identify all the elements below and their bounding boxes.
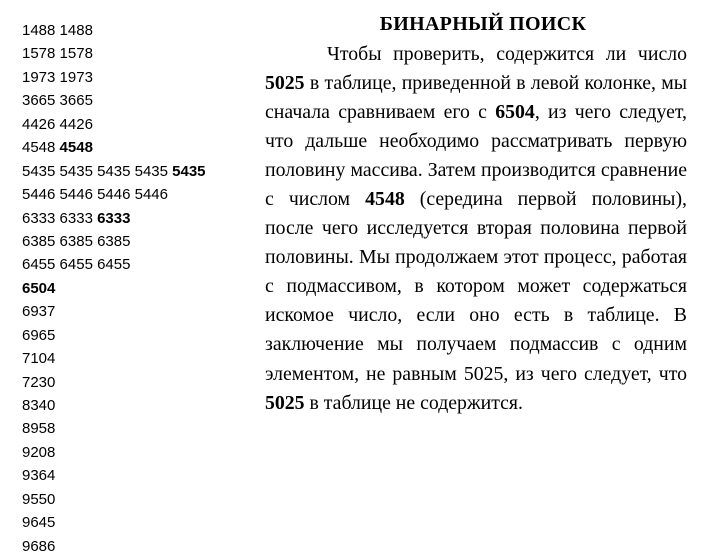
paragraph-text: Чтобы проверить, содержится ли число [327,43,687,65]
table-row [22,324,252,347]
highlighted-number: 4548 [365,188,405,211]
paragraph-text: в таблице, приведенной в левой колонке, мы сначала сравниваем его с [265,72,687,124]
number-text: 6385 6385 6385 [22,232,131,250]
table-row [22,511,252,534]
number-text: 4548 [22,139,60,157]
number-text: 4426 4426 [22,115,93,133]
table-row [22,371,252,394]
table-row [22,160,252,183]
highlighted-number: 4548 [59,139,93,157]
table-row [22,347,252,370]
number-text: 9645 [22,514,56,532]
table-row [22,535,252,558]
number-text: 9550 [22,490,56,508]
number-text: 3665 3665 [22,92,93,110]
paragraph-text: , из чего следует, что дальше необходимо рассматривать первую половину массива. Затем производится сравнение с числом [265,101,687,211]
description-block [265,10,687,418]
table-row [22,89,252,112]
number-text: 5435 5435 5435 5435 [22,162,173,180]
table-row [22,183,252,206]
table-row [22,394,252,417]
table-row [22,488,252,511]
table-row [22,113,252,136]
paragraph-text: (середина первой половины), после чего исследуется вторая половина первой половины. Мы продолжаем этот процесс, работая с подмассивом, в котором может содержаться искомое число, если оно есть в таблице. В заключение мы получаем подмассив с одним элементом, не равным 5025, из чего следует, что [265,188,688,385]
number-text: 7230 [22,373,56,391]
number-text: 7104 [22,350,56,368]
table-row [22,42,252,65]
number-text: 6965 [22,326,56,344]
number-text: 6455 6455 6455 [22,256,131,274]
number-table [22,19,252,558]
highlighted-number: 5025 [265,72,305,95]
table-row [22,136,252,159]
number-text: 9364 [22,467,56,485]
table-row [22,207,252,230]
page-title: БИНАРНЫЙ ПОИСК [379,13,587,35]
number-text: 1973 1973 [22,68,93,86]
highlighted-number: 6504 [22,279,56,297]
number-text: 9208 [22,443,56,461]
table-row [22,230,252,253]
number-text: 8340 [22,397,56,414]
description-paragraph [265,40,687,418]
number-text: 1578 1578 [22,45,93,63]
number-text: 6333 6333 [22,209,98,227]
table-row [22,417,252,440]
table-row [22,19,252,42]
number-text: 6937 [22,303,56,321]
table-row [22,253,252,276]
number-text: 1488 1488 [22,22,93,39]
highlighted-number: 5435 [172,162,206,180]
table-row [22,277,252,300]
number-text: 8958 [22,420,56,438]
paragraph-text: в таблице не содержится. [304,391,523,414]
number-text: 5446 5446 5446 5446 [22,186,168,204]
highlighted-number: 6504 [495,101,535,124]
table-row [22,441,252,464]
highlighted-number: 6333 [97,209,131,227]
highlighted-number: 5025 [265,391,305,414]
number-text: 9686 [22,537,56,555]
table-row [22,464,252,487]
table-row [22,66,252,89]
table-row [22,300,252,323]
